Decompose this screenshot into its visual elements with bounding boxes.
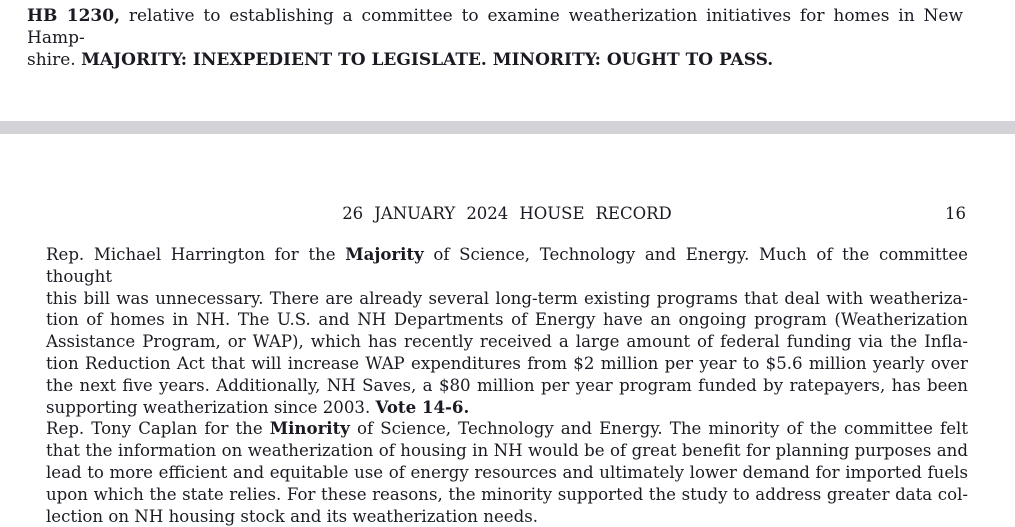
text-segment: lection on NH housing stock and its weatherization needs.: [46, 506, 539, 526]
text-segment: tion Reduction Act that will increase WAP expenditures from $2 million per year to $5.6 million yearly over: [46, 353, 968, 373]
committee-reports-block: [46, 244, 968, 527]
text-line: [46, 418, 968, 440]
text-segment: Rep. Michael Harrington for the: [46, 245, 346, 264]
text-segment: Assistance Program, or WAP), which has recently received a large amount of federal funding via the Infla-: [46, 332, 968, 352]
page-number: 16: [945, 204, 966, 223]
bold-text-segment: HB 1230,: [27, 6, 121, 26]
text-line: [46, 484, 968, 506]
bill-summary-block: [27, 5, 963, 71]
text-line: [46, 462, 968, 484]
text-line: [46, 375, 968, 397]
text-segment: supporting weatherization since 2003.: [46, 397, 376, 417]
text-line: [46, 440, 968, 462]
text-line: [46, 244, 968, 288]
text-segment: of Science, Technology and Energy. Much of the committee thought: [46, 245, 968, 286]
text-segment: Rep. Tony Caplan for the: [46, 419, 270, 439]
text-segment: upon which the state relies. For these reasons, the minority supported the study to address greater data col-: [46, 484, 968, 504]
text-line: [46, 288, 968, 310]
text-segment: lead to more efficient and equitable use of energy resources and ultimately lower demand for imported fuels: [46, 462, 968, 482]
bold-text-segment: Vote 14-6.: [375, 396, 470, 417]
record-title: 26 JANUARY 2024 HOUSE RECORD: [342, 204, 672, 223]
text-line: [46, 353, 968, 375]
record-header: [46, 203, 968, 225]
text-segment: relative to establishing a committee to examine weatherization initiatives for homes in New Hamp-: [27, 6, 963, 48]
text-line: [27, 49, 963, 71]
bold-text-segment: MAJORITY: INEXPEDIENT TO LEGISLATE. MINORITY: OUGHT TO PASS.: [81, 50, 774, 70]
text-segment: that the information on weatherization of housing in NH would be of great benefit for planning purposes and: [46, 441, 968, 461]
text-segment: the next five years. Additionally, NH Saves, a $80 million per year program funded by ratepayers, has been: [46, 375, 968, 395]
page-separator-bar: [0, 121, 1015, 134]
text-line: [46, 397, 968, 419]
text-line: [27, 5, 963, 49]
text-segment: of Science, Technology and Energy. The minority of the committee felt: [349, 419, 968, 439]
text-line: [46, 506, 968, 527]
text-segment: this bill was unnecessary. There are already several long-term existing programs that deal with weatheriza-: [46, 288, 968, 308]
text-segment: shire.: [27, 50, 82, 70]
text-line: [46, 309, 968, 331]
bold-text-segment: Majority: [345, 244, 424, 264]
bold-text-segment: Minority: [269, 418, 350, 439]
text-line: [46, 331, 968, 353]
text-segment: tion of homes in NH. The U.S. and NH Departments of Energy have an ongoing program (Weatherization: [46, 310, 968, 330]
